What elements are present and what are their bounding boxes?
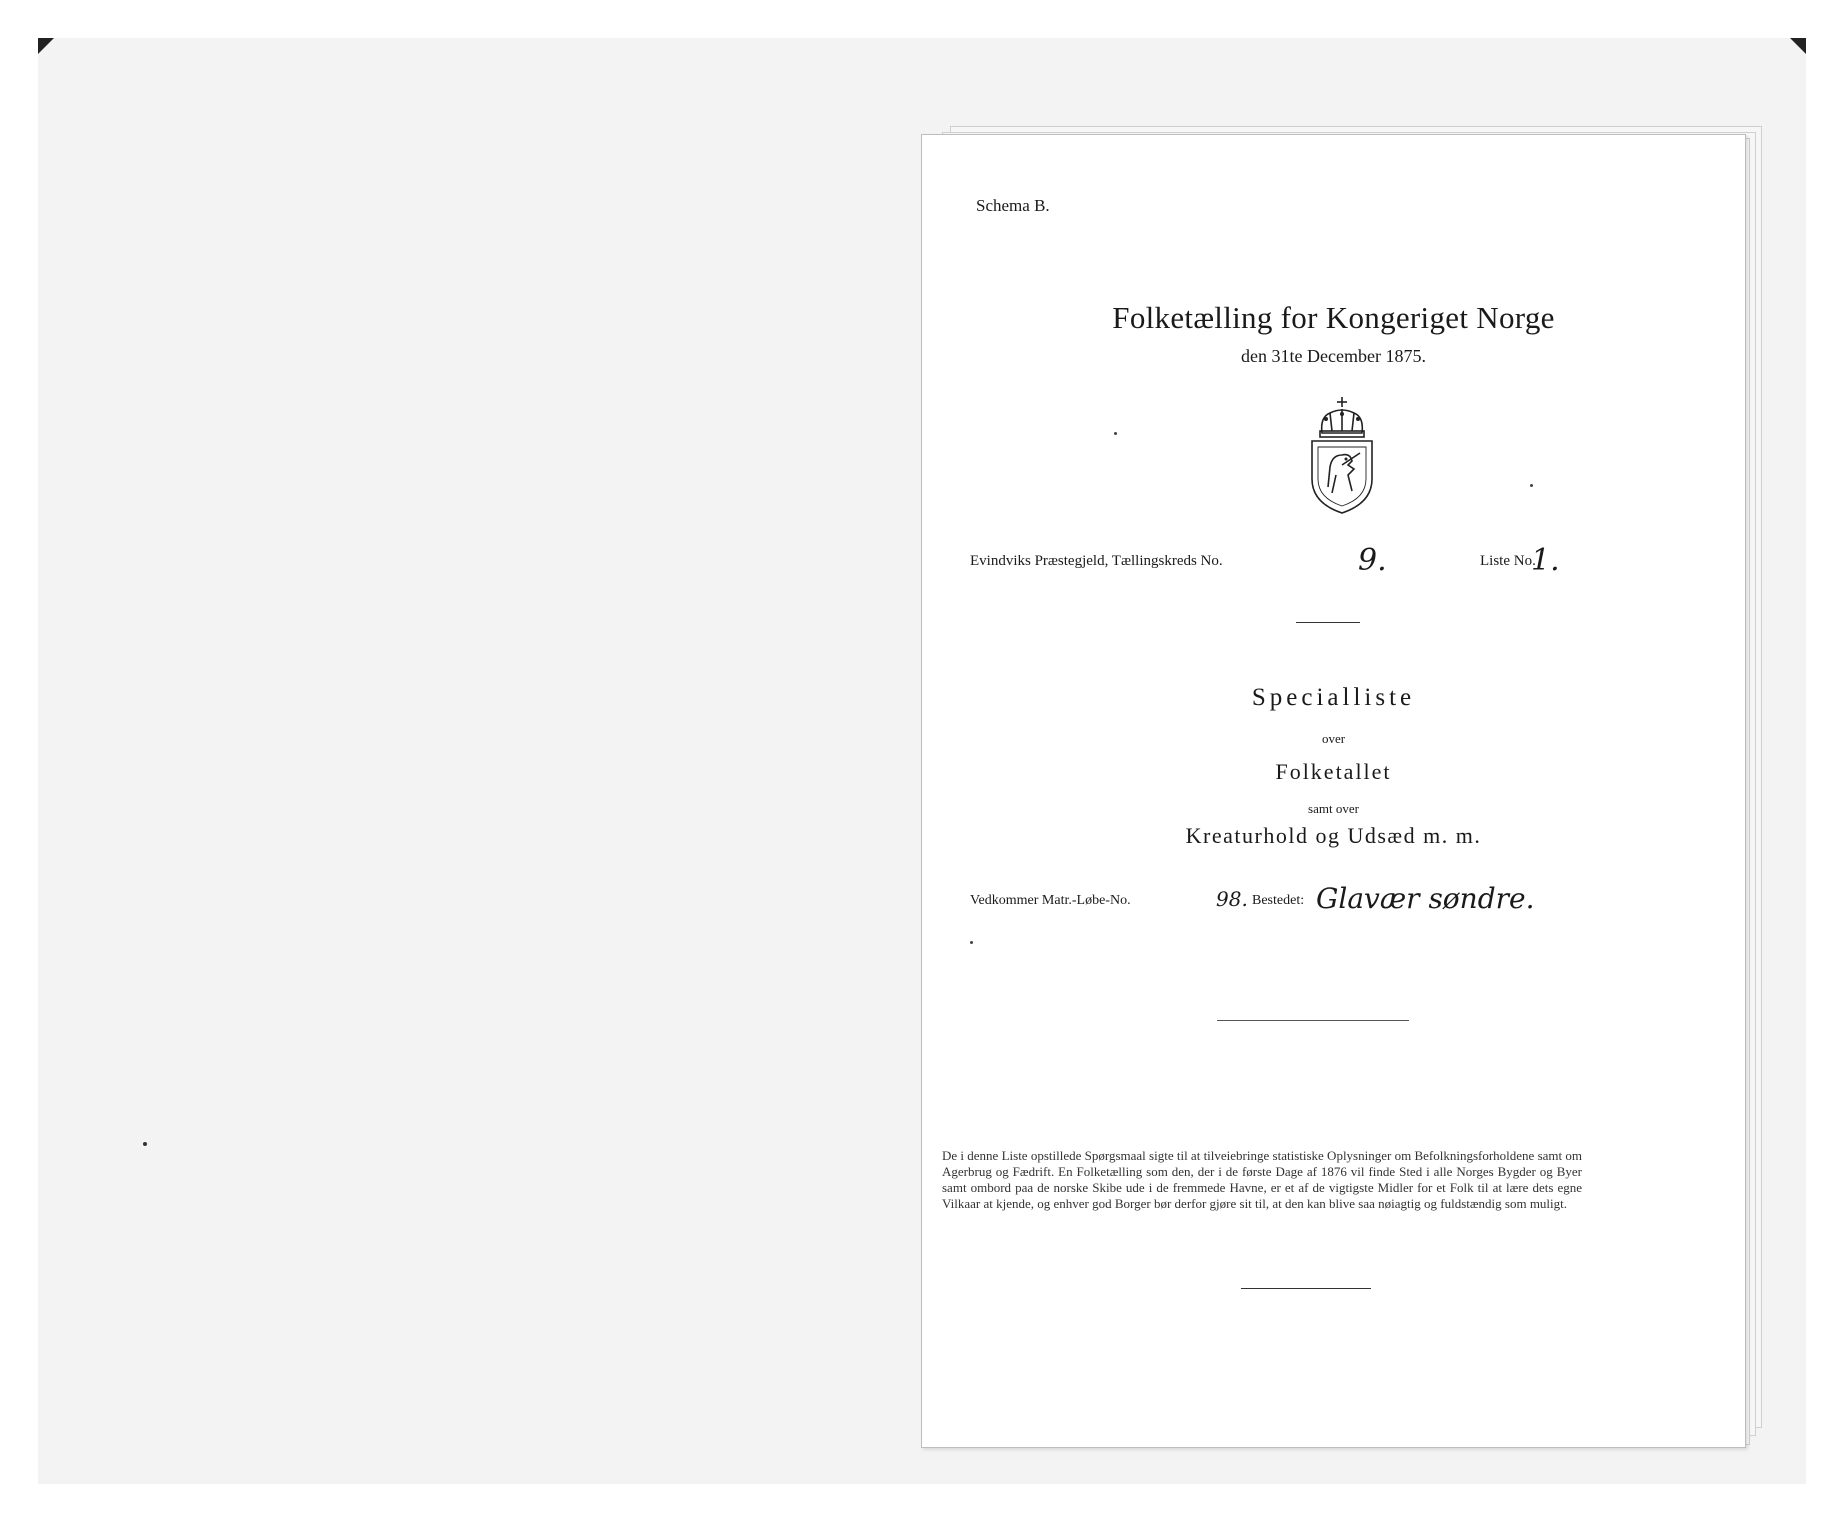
census-date: den 31te December 1875. — [1241, 346, 1426, 366]
cadastral-number-handwritten: 98. — [1216, 887, 1248, 911]
page-title: Folketælling for Kongeriget Norge — [1112, 300, 1555, 335]
subheading-livestock: Kreaturhold og Udsæd m. m. — [1185, 823, 1482, 848]
section-heading: Specialliste — [1251, 684, 1416, 711]
scan-frame — [38, 38, 1806, 1484]
scan-corner-marker — [38, 38, 54, 54]
divider — [1241, 1288, 1371, 1289]
place-label: Bestedet: — [1252, 893, 1305, 908]
census-form-page — [921, 134, 1746, 1448]
notice-paragraph: De i denne Liste opstillede Spørgsmaal sigte til at tilveiebringe statistiske Oplysninger om Befolkningsforholdene samt om Agerbrug og Fædrift. En Folketælling som den, der i de første Dage af 1876 vil finde Sted i alle Norges Bygder og Byer samt ombord paa de norske Skibe ude i de fremmede Havne, er et af de vigtigste Midler for et Folk til at lære dets egne Vilkaar at kjende, og enhver god Borger bør derfor gjøre sit til, at den kan blive saa nøiagtig og fuldstændig som muligt. — [942, 1148, 1582, 1211]
divider — [1217, 1020, 1409, 1021]
norwegian-coat-of-arms-icon — [1302, 395, 1382, 517]
ink-speck — [1114, 432, 1117, 435]
list-number-label: Liste No. — [1480, 553, 1536, 569]
district-number-handwritten: 9. — [1358, 543, 1387, 578]
place-value-handwritten: Glavær søndre. — [1316, 882, 1535, 915]
divider — [1296, 622, 1360, 623]
subheading-population: Folketallet — [1275, 759, 1392, 784]
scan-dust-speck — [143, 1142, 147, 1146]
ink-speck — [1530, 484, 1533, 487]
connector-text: over — [1321, 731, 1346, 746]
schema-label: Schema B. — [976, 196, 1050, 215]
connector-text: samt over — [1308, 801, 1359, 816]
scan-corner-marker — [1790, 38, 1806, 54]
cadastral-number-label: Vedkommer Matr.-Løbe-No. — [970, 893, 1131, 908]
list-number-handwritten: 1. — [1531, 543, 1560, 578]
district-label: Evindviks Præstegjeld, Tællingskreds No. — [970, 553, 1223, 569]
ink-speck — [970, 941, 973, 944]
